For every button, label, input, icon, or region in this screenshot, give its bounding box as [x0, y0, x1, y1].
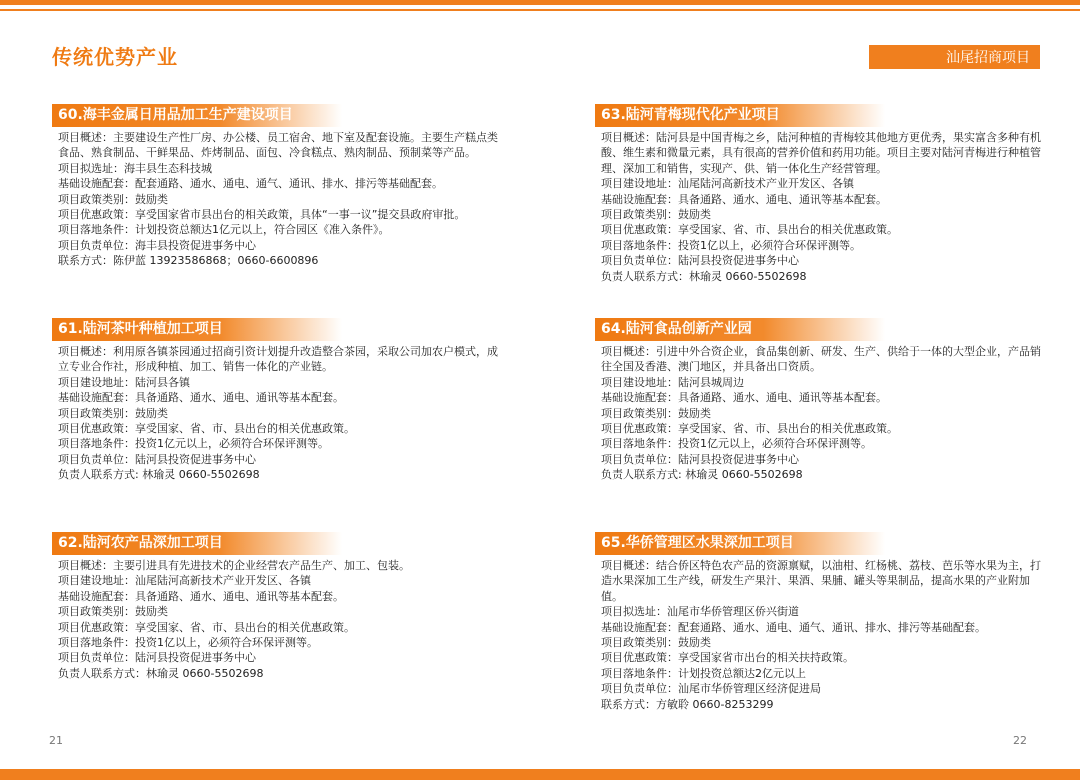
project-location: 项目建设地址：陆河县各镇: [58, 375, 190, 389]
project-policy-category: 项目政策类别：鼓励类: [601, 636, 711, 650]
project-conditions: 项目落地条件：投资1亿以上，必须符合环保评测等。: [58, 636, 318, 650]
project-details: [595, 130, 1045, 284]
project-conditions: 项目落地条件：投资1亿元以上，必须符合环保评测等。: [601, 437, 872, 451]
project-conditions: 项目落地条件：投资1亿以上，必须符合环保评测等。: [601, 238, 861, 252]
project-details: [595, 558, 1045, 712]
project-responsible-unit: 项目负责单位：汕尾市华侨管理区经济促进局: [601, 682, 821, 696]
project-details: [52, 344, 502, 483]
project-conditions: 项目落地条件：投资1亿元以上，必须符合环保评测等。: [58, 437, 329, 451]
project-responsible-unit: 项目负责单位：海丰县投资促进事务中心: [58, 238, 256, 252]
project-overview: 项目概述：利用原各镇茶园通过招商引资计划提升改造整合茶园，采取公司加农户模式，成立专业合作社，形成种植、加工、销售一体化的产业链。: [58, 345, 498, 374]
project-details: [52, 558, 502, 681]
project-block-64: [595, 318, 1045, 483]
project-infrastructure: 基础设施配套：具备通路、通水、通电、通讯等基本配套。: [58, 589, 344, 603]
top-accent-bar: [0, 0, 1080, 5]
project-title: 65.华侨管理区水果深加工项目: [595, 532, 885, 555]
project-location: 项目拟选址：海丰县生态科技城: [58, 161, 212, 175]
project-details: [52, 130, 502, 269]
project-infrastructure: 基础设施配套：配套通路、通水、通电、通气、通讯、排水、排污等基础配套。: [601, 620, 986, 634]
project-incentives: 项目优惠政策：享受国家、省、市、县出台的相关优惠政策。: [601, 223, 898, 237]
project-contact: 联系方式：陈伊蓝 13923586868；0660-6600896: [58, 254, 319, 268]
project-infrastructure: 基础设施配套：具备通路、通水、通电、通讯等基本配套。: [601, 192, 887, 206]
project-details: [595, 344, 1045, 483]
project-block-63: [595, 104, 1045, 284]
project-contact: 联系方式：方敏聆 0660-8253299: [601, 697, 774, 711]
project-block-62: [52, 532, 502, 681]
project-incentives: 项目优惠政策：享受国家、省、市、县出台的相关优惠政策。: [58, 620, 355, 634]
project-policy-category: 项目政策类别：鼓励类: [58, 192, 168, 206]
project-infrastructure: 基础设施配套：具备通路、通水、通电、通讯等基本配套。: [58, 391, 344, 405]
project-responsible-unit: 项目负责单位：陆河县投资促进事务中心: [58, 651, 256, 665]
project-location: 项目建设地址：汕尾陆河高新技术产业开发区、各镇: [601, 177, 854, 191]
project-incentives: 项目优惠政策：享受国家省市出台的相关扶持政策。: [601, 651, 854, 665]
project-incentives: 项目优惠政策：享受国家省市县出台的相关政策，具体“一事一议”提交县政府审批。: [58, 208, 466, 222]
project-title: 60.海丰金属日用品加工生产建设项目: [52, 104, 342, 127]
project-responsible-unit: 项目负责单位：陆河县投资促进事务中心: [601, 452, 799, 466]
project-block-60: [52, 104, 502, 269]
project-location: 项目建设地址：陆河县城周边: [601, 375, 744, 389]
project-policy-category: 项目政策类别：鼓励类: [601, 406, 711, 420]
project-overview: 项目概述：结合侨区特色农产品的资源禀赋，以油柑、红杨桃、荔枝、芭乐等水果为主，打造水果深加工生产线，研发生产果汁、果酒、果脯、罐头等果制品，提高水果的产业附加值。: [601, 559, 1041, 603]
project-infrastructure: 基础设施配套：具备通路、通水、通电、通讯等基本配套。: [601, 391, 887, 405]
project-overview: 项目概述：主要引进具有先进技术的企业经营农产品生产、加工、包装。: [58, 559, 410, 572]
project-contact: 负责人联系方式: 林瑜灵 0660-5502698: [601, 468, 803, 482]
project-responsible-unit: 项目负责单位：陆河县投资促进事务中心: [601, 254, 799, 268]
project-title: 61.陆河茶叶种植加工项目: [52, 318, 342, 341]
project-policy-category: 项目政策类别：鼓励类: [58, 605, 168, 619]
project-incentives: 项目优惠政策：享受国家、省、市、县出台的相关优惠政策。: [58, 422, 355, 436]
section-title: 传统优势产业: [52, 45, 178, 69]
project-overview: 项目概述：引进中外合资企业，食品集创新、研发、生产、供给于一体的大型企业，产品销往全国及香港、澳门地区，并具备出口资质。: [601, 345, 1041, 374]
bottom-accent-bar: [0, 769, 1080, 780]
project-contact: 负责人联系方式：林瑜灵 0660-5502698: [58, 666, 264, 680]
project-title: 63.陆河青梅现代化产业项目: [595, 104, 885, 127]
header-badge: [869, 45, 1040, 69]
project-infrastructure: 基础设施配套：配套通路、通水、通电、通气、通讯、排水、排污等基础配套。: [58, 177, 443, 191]
project-incentives: 项目优惠政策：享受国家、省、市、县出台的相关优惠政策。: [601, 422, 898, 436]
project-policy-category: 项目政策类别：鼓励类: [58, 406, 168, 420]
project-conditions: 项目落地条件：计划投资总额达1亿元以上，符合园区《准入条件》。: [58, 223, 390, 237]
project-location: 项目拟选址：汕尾市华侨管理区侨兴街道: [601, 605, 799, 619]
project-title: 62.陆河农产品深加工项目: [52, 532, 342, 555]
project-policy-category: 项目政策类别：鼓励类: [601, 208, 711, 222]
project-responsible-unit: 项目负责单位：陆河县投资促进事务中心: [58, 452, 256, 466]
header-badge-label: 汕尾招商项目: [946, 50, 1030, 66]
project-block-65: [595, 532, 1045, 712]
top-accent-line: [0, 9, 1080, 11]
page-number-left: 21: [49, 734, 63, 747]
project-contact: 负责人联系方式: 林瑜灵 0660-5502698: [58, 468, 260, 482]
page-number-right: 22: [1013, 734, 1027, 747]
project-overview: 项目概述：主要建设生产性厂房、办公楼、员工宿舍、地下室及配套设施。主要生产糕点类食品、熟食制品、干鲜果品、炸烤制品、面包、冷食糕点、熟肉制品、预制菜等产品。: [58, 131, 498, 160]
project-overview: 项目概述：陆河县是中国青梅之乡，陆河种植的青梅较其他地方更优秀，果实富含多种有机酸、维生素和微量元素，具有很高的营养价值和药用功能。项目主要对陆河青梅进行种植管理、深加工和销售，实现产、供、销一体化生产经营管理。: [601, 131, 1041, 175]
project-contact: 负责人联系方式：林瑜灵 0660-5502698: [601, 269, 807, 283]
project-title: 64.陆河食品创新产业园: [595, 318, 885, 341]
project-location: 项目建设地址：汕尾陆河高新技术产业开发区、各镇: [58, 574, 311, 588]
project-conditions: 项目落地条件：计划投资总额达2亿元以上: [601, 666, 806, 680]
project-block-61: [52, 318, 502, 483]
